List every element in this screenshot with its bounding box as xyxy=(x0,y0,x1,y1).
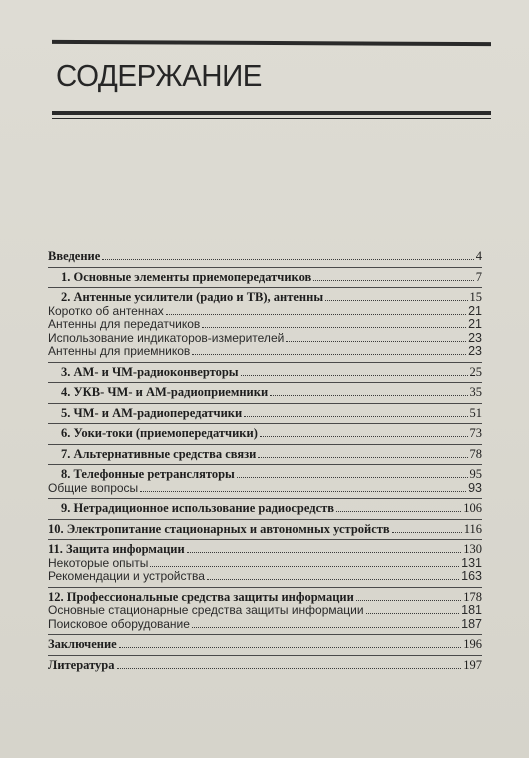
leader-dots xyxy=(313,280,473,281)
toc-label: Основные стационарные средства защиты информации xyxy=(48,603,364,617)
toc-page: 187 xyxy=(461,616,482,631)
leader-dots xyxy=(258,457,467,458)
toc-entry-section-9[interactable] xyxy=(48,502,482,516)
leader-dots xyxy=(187,552,462,553)
toc-page: 181 xyxy=(461,603,482,617)
toc-entry-section-2[interactable] xyxy=(48,291,482,305)
toc-label: Использование индикаторов-измерителей xyxy=(48,330,285,345)
table-of-contents xyxy=(48,250,482,672)
toc-page: 21 xyxy=(468,303,482,318)
leader-dots xyxy=(102,259,473,260)
toc-label: 2. Антенные усилители (радио и ТВ), антенны xyxy=(61,290,324,304)
divider xyxy=(48,655,482,656)
leader-dots xyxy=(140,491,466,492)
toc-page: 178 xyxy=(463,589,482,604)
divider xyxy=(48,362,482,363)
toc-entry-section-7[interactable] xyxy=(48,448,482,462)
leader-dots xyxy=(117,668,462,669)
toc-label: 7. Альтернативные средства связи xyxy=(61,446,257,461)
toc-entry-conclusion[interactable] xyxy=(48,638,482,652)
toc-page: 93 xyxy=(468,480,482,495)
toc-page: 35 xyxy=(469,385,482,399)
toc-page: 130 xyxy=(463,542,482,556)
toc-page: 95 xyxy=(469,467,482,481)
leader-dots xyxy=(270,395,467,396)
toc-label: Антенны для передатчиков xyxy=(48,317,201,331)
toc-label: 3. АМ- и ЧМ-радиоконверторы xyxy=(61,364,239,379)
toc-label: 9. Нетрадиционное использование радиосредств xyxy=(61,501,335,515)
leader-dots xyxy=(119,647,462,648)
toc-page: 4 xyxy=(475,249,482,263)
leader-dots xyxy=(325,300,467,301)
toc-label: 1. Основные элементы приемопередатчиков xyxy=(61,269,312,284)
toc-label: Общие вопросы xyxy=(48,480,139,495)
toc-entry-section-5[interactable] xyxy=(48,407,482,421)
toc-entry-section-4[interactable] xyxy=(48,386,482,400)
divider xyxy=(48,464,482,465)
toc-label: Рекомендации и устройства xyxy=(48,569,205,583)
toc-subentry[interactable] xyxy=(48,570,482,584)
leader-dots xyxy=(286,341,466,342)
toc-subentry[interactable] xyxy=(48,557,482,571)
toc-entry-section-1[interactable] xyxy=(48,271,482,285)
toc-page: 106 xyxy=(463,501,482,515)
toc-entry-section-6[interactable] xyxy=(48,427,482,441)
divider xyxy=(48,423,482,424)
toc-label: Коротко об антеннах xyxy=(48,303,164,318)
toc-entry-section-11[interactable] xyxy=(48,543,482,557)
leader-dots xyxy=(336,511,461,512)
toc-label: 5. ЧМ- и АМ-радиопередатчики xyxy=(61,405,243,420)
divider xyxy=(48,444,482,445)
toc-label: 10. Электропитание стационарных и автономных устройств xyxy=(48,521,390,536)
divider xyxy=(48,634,482,635)
toc-page: 78 xyxy=(469,446,482,461)
toc-subentry[interactable] xyxy=(48,318,482,332)
toc-label: Литература xyxy=(48,657,115,672)
title-rule xyxy=(52,111,491,121)
leader-dots xyxy=(241,375,468,376)
leader-dots xyxy=(192,354,466,355)
toc-page: 7 xyxy=(475,269,482,284)
toc-page: 23 xyxy=(468,344,482,358)
toc-subentry[interactable] xyxy=(48,332,482,346)
toc-subentry[interactable] xyxy=(48,345,482,359)
divider xyxy=(48,539,482,540)
toc-page: 25 xyxy=(469,364,482,379)
toc-entry-section-12[interactable] xyxy=(48,591,482,605)
toc-page: 196 xyxy=(463,637,482,651)
toc-page: 21 xyxy=(468,317,482,331)
toc-entry-section-10[interactable] xyxy=(48,523,482,537)
toc-label: Заключение xyxy=(48,637,117,651)
toc-page: 73 xyxy=(469,426,482,440)
leader-dots xyxy=(260,436,468,437)
toc-label: 11. Защита информации xyxy=(48,542,185,556)
divider xyxy=(48,287,482,288)
divider xyxy=(48,403,482,404)
toc-label: Антенны для приемников xyxy=(48,344,191,358)
top-rule xyxy=(52,40,491,46)
divider xyxy=(48,382,482,383)
toc-page: 23 xyxy=(468,330,482,345)
divider xyxy=(48,587,482,588)
toc-subentry[interactable] xyxy=(48,604,482,618)
toc-subentry[interactable] xyxy=(48,482,482,496)
leader-dots xyxy=(244,416,467,417)
toc-page: 15 xyxy=(469,290,482,304)
leader-dots xyxy=(202,327,466,328)
toc-entry-literature[interactable] xyxy=(48,659,482,673)
toc-label: Введение xyxy=(48,249,101,263)
leader-dots xyxy=(392,532,462,533)
toc-page: 51 xyxy=(469,405,482,420)
toc-label: Поисковое оборудование xyxy=(48,616,190,631)
toc-label: 8. Телефонные ретрансляторы xyxy=(61,467,235,481)
leader-dots xyxy=(166,314,466,315)
divider xyxy=(48,267,482,268)
divider xyxy=(48,519,482,520)
leader-dots xyxy=(150,566,459,567)
divider xyxy=(48,498,482,499)
page-title: СОДЕРЖАНИЕ xyxy=(56,58,262,93)
toc-label: 6. Уоки-токи (приемопередатчики) xyxy=(61,426,258,440)
toc-subentry[interactable] xyxy=(48,618,482,632)
toc-label: 4. УКВ- ЧМ- и АМ-радиоприемники xyxy=(61,385,269,399)
toc-page: 197 xyxy=(463,657,482,672)
toc-page: 116 xyxy=(463,521,482,536)
leader-dots xyxy=(192,627,459,628)
leader-dots xyxy=(366,613,460,614)
leader-dots xyxy=(237,477,468,478)
leader-dots xyxy=(356,600,461,601)
toc-page: 163 xyxy=(461,569,482,583)
toc-subentry[interactable] xyxy=(48,305,482,319)
toc-label: 12. Профессиональные средства защиты информации xyxy=(48,589,354,604)
toc-entry-section-3[interactable] xyxy=(48,366,482,380)
toc-entry-intro[interactable] xyxy=(48,250,482,264)
toc-label: Некоторые опыты xyxy=(48,555,149,570)
toc-page: 131 xyxy=(461,555,482,570)
toc-entry-section-8[interactable] xyxy=(48,468,482,482)
leader-dots xyxy=(207,579,459,580)
